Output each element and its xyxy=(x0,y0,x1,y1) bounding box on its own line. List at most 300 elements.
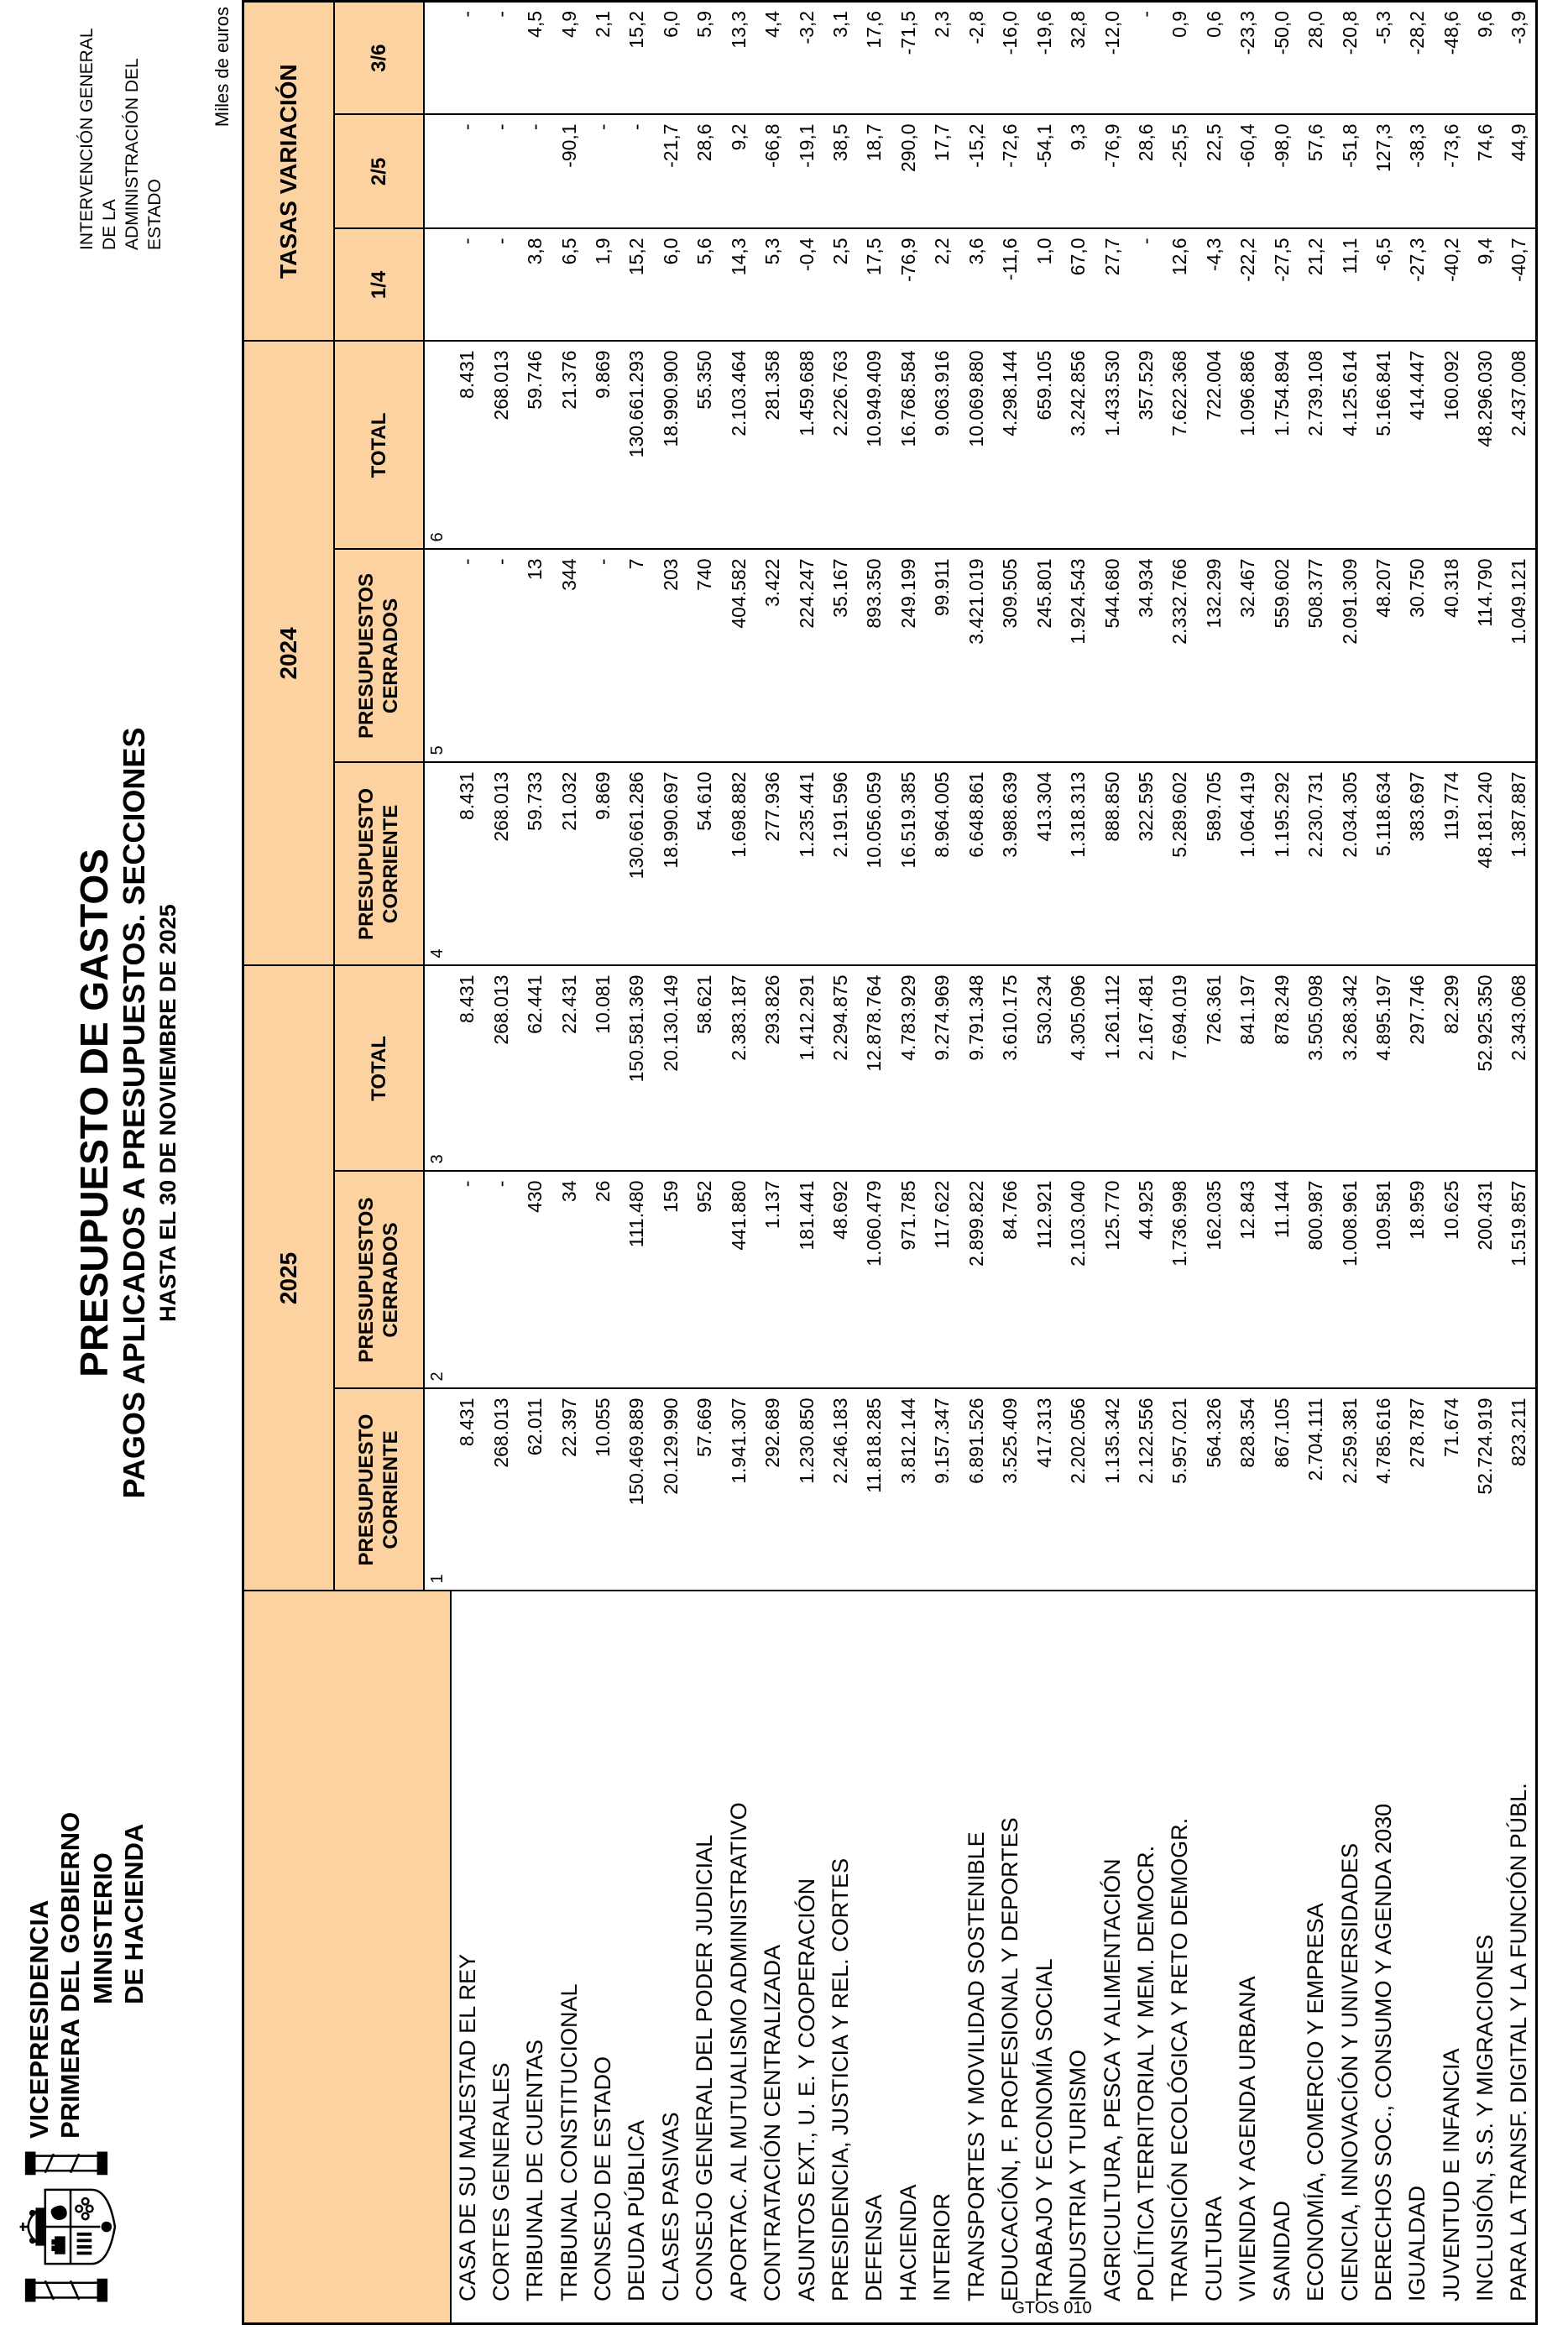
data-cell: 74,6 xyxy=(1469,114,1503,228)
data-cell: 867.105 xyxy=(1265,1389,1299,1591)
row-label: DEFENSA xyxy=(858,1591,891,2324)
data-cell: - xyxy=(484,549,518,762)
data-cell: -40,7 xyxy=(1503,228,1536,341)
data-cell: - xyxy=(1129,228,1163,341)
row-label: CASA DE SU MAJESTAD EL REY xyxy=(451,1591,484,2324)
row-label: PARA LA TRANSF. DIGITAL Y LA FUNCIÓN PÚBL. xyxy=(1503,1591,1536,2324)
row-label: EDUCACIÓN, F. PROFESIONAL Y DEPORTES xyxy=(994,1591,1027,2324)
group-header-row xyxy=(243,1,334,2323)
data-cell: 4.783.929 xyxy=(891,965,925,1171)
data-cell: 11.144 xyxy=(1265,1172,1299,1389)
data-cell: 2.034.305 xyxy=(1333,762,1367,965)
data-cell: -11,6 xyxy=(994,228,1027,341)
data-cell: 8.431 xyxy=(451,341,484,549)
data-cell: 48.181.240 xyxy=(1469,762,1503,965)
data-cell: 5.118.634 xyxy=(1367,762,1400,965)
data-cell: 21.376 xyxy=(552,341,586,549)
data-cell: 971.785 xyxy=(891,1172,925,1389)
table-row xyxy=(1197,1,1231,2323)
table-row xyxy=(1299,1,1332,2323)
data-cell: 44.925 xyxy=(1129,1172,1163,1389)
data-cell: 800.987 xyxy=(1299,1172,1332,1389)
data-cell: -38,3 xyxy=(1401,114,1435,228)
data-cell: 3,1 xyxy=(823,1,857,114)
data-cell: - xyxy=(518,114,551,228)
data-cell: 62.441 xyxy=(518,965,551,1171)
table-row xyxy=(484,1,518,2323)
col-number-7 xyxy=(424,228,451,341)
data-cell: 52.925.350 xyxy=(1469,965,1503,1171)
row-label: AGRICULTURA, PESCA Y ALIMENTACIÓN xyxy=(1095,1591,1129,2324)
data-cell: 127,3 xyxy=(1367,114,1400,228)
data-cell: 48.296.030 xyxy=(1469,341,1503,549)
data-cell: 249.199 xyxy=(891,549,925,762)
data-cell: 1.195.292 xyxy=(1265,762,1299,965)
data-cell: -4,3 xyxy=(1197,228,1231,341)
row-label: CULTURA xyxy=(1197,1591,1231,2324)
data-cell: 9,2 xyxy=(722,114,755,228)
col-number-3: 3 xyxy=(424,965,451,1171)
ministry-name xyxy=(87,1824,149,2004)
data-cell: 48.207 xyxy=(1367,549,1400,762)
data-cell: -60,4 xyxy=(1231,114,1265,228)
data-cell: 27,7 xyxy=(1095,228,1129,341)
data-cell: 57,6 xyxy=(1299,114,1332,228)
data-cell: 2.103.464 xyxy=(722,341,755,549)
table-row xyxy=(688,1,722,2323)
data-cell: 57.669 xyxy=(688,1389,722,1591)
table-row xyxy=(926,1,959,2323)
data-cell: 3.988.639 xyxy=(994,762,1027,965)
row-label: APORTAC. AL MUTUALISMO ADMINISTRATIVO xyxy=(722,1591,755,2324)
data-cell: 30.750 xyxy=(1401,549,1435,762)
row-label: TRIBUNAL CONSTITUCIONAL xyxy=(552,1591,586,2324)
data-cell: 11,1 xyxy=(1333,228,1367,341)
data-cell: 10.625 xyxy=(1435,1172,1468,1389)
data-cell: 62.011 xyxy=(518,1389,551,1591)
data-cell: 2.122.556 xyxy=(1129,1389,1163,1591)
data-cell: -3,2 xyxy=(790,1,823,114)
table-row xyxy=(654,1,687,2323)
data-cell: 3.242.856 xyxy=(1061,341,1095,549)
data-cell: 14,3 xyxy=(722,228,755,341)
data-cell: 18.990.697 xyxy=(654,762,687,965)
table-row xyxy=(518,1,551,2323)
data-cell: 5,3 xyxy=(755,228,789,341)
data-cell: 1.096.886 xyxy=(1231,341,1265,549)
data-cell: 15,2 xyxy=(620,228,654,341)
data-cell: 11.818.285 xyxy=(858,1389,891,1591)
data-cell: 1.941.307 xyxy=(722,1389,755,1591)
data-cell: 0,6 xyxy=(1197,1,1231,114)
ministry-line2: DE HACIENDA xyxy=(119,1823,149,2004)
col-header-cerrados-2024: PRESUPUESTOS CERRADOS xyxy=(334,549,424,762)
table-row xyxy=(1333,1,1367,2323)
data-cell: 12,6 xyxy=(1163,228,1197,341)
table-row xyxy=(790,1,823,2323)
data-cell: 2.294.875 xyxy=(823,965,857,1171)
data-cell: 322.595 xyxy=(1129,762,1163,965)
data-cell: 32.467 xyxy=(1231,549,1265,762)
data-cell: 2,1 xyxy=(586,1,619,114)
data-cell: 1.924.543 xyxy=(1061,549,1095,762)
row-label: INTERIOR xyxy=(926,1591,959,2324)
data-cell: 21,2 xyxy=(1299,228,1332,341)
row-label: CLASES PASIVAS xyxy=(654,1591,687,2324)
ministry-line1: MINISTERIO xyxy=(88,1852,118,2004)
data-cell: 125.770 xyxy=(1095,1172,1129,1389)
data-cell: -0,4 xyxy=(790,228,823,341)
data-cell: - xyxy=(451,1172,484,1389)
data-cell: 6,5 xyxy=(552,228,586,341)
data-cell: 1.459.688 xyxy=(790,341,823,549)
data-cell: 84.766 xyxy=(994,1172,1027,1389)
data-cell: 16.519.385 xyxy=(891,762,925,965)
data-cell: -76,9 xyxy=(891,228,925,341)
data-cell: 740 xyxy=(688,549,722,762)
data-cell: - xyxy=(484,114,518,228)
data-cell: 132.299 xyxy=(1197,549,1231,762)
data-cell: 0,9 xyxy=(1163,1,1197,114)
data-cell: 1.433.530 xyxy=(1095,341,1129,549)
data-cell: 1,9 xyxy=(586,228,619,341)
data-cell: 357.529 xyxy=(1129,341,1163,549)
data-cell: 34.934 xyxy=(1129,549,1163,762)
row-label: HACIENDA xyxy=(891,1591,925,2324)
data-cell: 1.387.887 xyxy=(1503,762,1536,965)
table-row xyxy=(1435,1,1468,2323)
col-number-4: 4 xyxy=(424,762,451,965)
data-cell: - xyxy=(451,114,484,228)
data-cell: 2.202.056 xyxy=(1061,1389,1095,1591)
data-cell: 722.004 xyxy=(1197,341,1231,549)
col-header-tasa-1-4: 1/4 xyxy=(334,228,424,341)
data-cell: 17,5 xyxy=(858,228,891,341)
data-cell: 4.895.197 xyxy=(1367,965,1400,1171)
data-cell: -72,6 xyxy=(994,114,1027,228)
data-cell: 13,3 xyxy=(722,1,755,114)
data-cell: 8.431 xyxy=(451,1389,484,1591)
data-cell: 17,6 xyxy=(858,1,891,114)
data-cell: 841.197 xyxy=(1231,965,1265,1171)
data-cell: 130.661.286 xyxy=(620,762,654,965)
data-cell: 15,2 xyxy=(620,1,654,114)
data-cell: 383.697 xyxy=(1401,762,1435,965)
col-header-cerrados-2025: PRESUPUESTOS CERRADOS xyxy=(334,1172,424,1389)
data-cell: 7.622.368 xyxy=(1163,341,1197,549)
data-cell: 10.949.409 xyxy=(858,341,891,549)
data-cell: -40,2 xyxy=(1435,228,1468,341)
data-cell: 2.246.183 xyxy=(823,1389,857,1591)
group-header-2024: 2024 xyxy=(243,341,334,965)
data-cell: 7 xyxy=(620,549,654,762)
data-cell: 26 xyxy=(586,1172,619,1389)
table-row xyxy=(891,1,925,2323)
data-cell: -51,8 xyxy=(1333,114,1367,228)
data-cell: 3.422 xyxy=(755,549,789,762)
data-cell: 2,2 xyxy=(926,228,959,341)
data-cell: 28,6 xyxy=(688,114,722,228)
data-cell: 130.661.293 xyxy=(620,341,654,549)
data-cell: 1.318.313 xyxy=(1061,762,1095,965)
data-cell: 4,9 xyxy=(552,1,586,114)
data-cell: 3.525.409 xyxy=(994,1389,1027,1591)
data-cell: 9.063.916 xyxy=(926,341,959,549)
row-label: JUVENTUD E INFANCIA xyxy=(1435,1591,1468,2324)
data-cell: 162.035 xyxy=(1197,1172,1231,1389)
table-row xyxy=(1163,1,1197,2323)
table-row xyxy=(1367,1,1400,2323)
data-cell: 3.610.175 xyxy=(994,965,1027,1171)
table-row xyxy=(1231,1,1265,2323)
row-label: CONSEJO GENERAL DEL PODER JUDICIAL xyxy=(688,1591,722,2324)
data-cell: 413.304 xyxy=(1027,762,1061,965)
table-row xyxy=(858,1,891,2323)
row-label: CONTRATACIÓN CENTRALIZADA xyxy=(755,1591,789,2324)
data-cell: 1.412.291 xyxy=(790,965,823,1171)
data-cell: 659.105 xyxy=(1027,341,1061,549)
data-cell: 293.826 xyxy=(755,965,789,1171)
table-row xyxy=(620,1,654,2323)
data-cell: 417.313 xyxy=(1027,1389,1061,1591)
data-cell: -20,8 xyxy=(1333,1,1367,114)
data-cell: 224.247 xyxy=(790,549,823,762)
data-cell: 22.431 xyxy=(552,965,586,1171)
data-cell: - xyxy=(484,1172,518,1389)
data-cell: 430 xyxy=(518,1172,551,1389)
data-cell: 309.505 xyxy=(994,549,1027,762)
data-cell: 4,4 xyxy=(755,1,789,114)
data-cell: -73,6 xyxy=(1435,114,1468,228)
data-cell: -28,2 xyxy=(1401,1,1435,114)
form-code: GTOS 010 xyxy=(1011,2299,1092,2317)
data-cell: 4.785.616 xyxy=(1367,1389,1400,1591)
data-cell: 559.602 xyxy=(1265,549,1299,762)
data-cell: -2,8 xyxy=(959,1,993,114)
data-cell: 726.361 xyxy=(1197,965,1231,1171)
data-cell: - xyxy=(451,228,484,341)
data-cell: 2,5 xyxy=(823,228,857,341)
data-cell: - xyxy=(451,1,484,114)
data-cell: 1.698.882 xyxy=(722,762,755,965)
data-cell: 7.694.019 xyxy=(1163,965,1197,1171)
row-label: INDUSTRIA Y TURISMO xyxy=(1061,1591,1095,2324)
col-header-total-2024: TOTAL xyxy=(334,341,424,549)
data-cell: 5.957.021 xyxy=(1163,1389,1197,1591)
data-cell: 828.354 xyxy=(1231,1389,1265,1591)
data-cell: 38,5 xyxy=(823,114,857,228)
data-cell: -15,2 xyxy=(959,114,993,228)
document-title-block xyxy=(72,609,183,1617)
data-cell: 117.622 xyxy=(926,1172,959,1389)
data-cell: -19,6 xyxy=(1027,1,1061,114)
data-cell: 1.135.342 xyxy=(1095,1389,1129,1591)
data-cell: 6,0 xyxy=(654,228,687,341)
data-cell: 268.013 xyxy=(484,341,518,549)
data-cell: 10.055 xyxy=(586,1389,619,1591)
dept-line1: VICEPRESIDENCIA xyxy=(24,1899,54,2139)
department-name xyxy=(24,1812,86,2139)
data-cell: -71,5 xyxy=(891,1,925,114)
data-cell: - xyxy=(586,549,619,762)
data-cell: -21,7 xyxy=(654,114,687,228)
data-cell: 9.157.347 xyxy=(926,1389,959,1591)
section-column-header xyxy=(243,1591,451,2324)
data-cell: - xyxy=(484,228,518,341)
col-number-9 xyxy=(424,1,451,114)
data-cell: 35.167 xyxy=(823,549,857,762)
row-label: TRABAJO Y ECONOMÍA SOCIAL xyxy=(1027,1591,1061,2324)
data-cell: -27,5 xyxy=(1265,228,1299,341)
data-cell: 245.801 xyxy=(1027,549,1061,762)
data-cell: 109.581 xyxy=(1367,1172,1400,1389)
row-label: CONSEJO DE ESTADO xyxy=(586,1591,619,2324)
data-cell: 203 xyxy=(654,549,687,762)
data-cell: 54.610 xyxy=(688,762,722,965)
data-cell: 150.469.889 xyxy=(620,1389,654,1591)
data-cell: 9.274.969 xyxy=(926,965,959,1171)
data-cell: 6.648.861 xyxy=(959,762,993,965)
data-cell: 278.787 xyxy=(1401,1389,1435,1591)
data-cell: -3,9 xyxy=(1503,1,1536,114)
data-cell: 3.421.019 xyxy=(959,549,993,762)
data-cell: 414.447 xyxy=(1401,341,1435,549)
col-number-8 xyxy=(424,114,451,228)
col-header-corriente-2025: PRESUPUESTO CORRIENTE xyxy=(334,1389,424,1591)
data-cell: 1.137 xyxy=(755,1172,789,1389)
data-cell: 160.092 xyxy=(1435,341,1468,549)
data-cell: 5.289.602 xyxy=(1163,762,1197,965)
data-cell: 4.298.144 xyxy=(994,341,1027,549)
table-row xyxy=(1401,1,1435,2323)
data-cell: -90,1 xyxy=(552,114,586,228)
title-sub: PAGOS APLICADOS A PRESUPUESTOS. SECCIONES xyxy=(117,727,151,1499)
data-cell: 1.519.857 xyxy=(1503,1172,1536,1389)
budget-table xyxy=(242,0,1538,2325)
data-cell: 8.431 xyxy=(451,965,484,1171)
data-cell: - xyxy=(1129,1,1163,114)
data-cell: 2.383.187 xyxy=(722,965,755,1171)
data-cell: 2.437.008 xyxy=(1503,341,1536,549)
col-number-5: 5 xyxy=(424,549,451,762)
row-label: INCLUSIÓN, S.S. Y MIGRACIONES xyxy=(1469,1591,1503,2324)
table-row xyxy=(552,1,586,2323)
data-cell: 2.332.766 xyxy=(1163,549,1197,762)
data-cell: -6,5 xyxy=(1367,228,1400,341)
data-cell: 114.790 xyxy=(1469,549,1503,762)
table-row xyxy=(1469,1,1503,2323)
data-cell: 292.689 xyxy=(755,1389,789,1591)
data-cell: 10.069.880 xyxy=(959,341,993,549)
data-cell: 82.299 xyxy=(1435,965,1468,1171)
data-cell: -5,3 xyxy=(1367,1,1400,114)
data-cell: 508.377 xyxy=(1299,549,1332,762)
col-number-1: 1 xyxy=(424,1389,451,1591)
row-label: TRANSPORTES Y MOVILIDAD SOSTENIBLE xyxy=(959,1591,993,2324)
table-row xyxy=(1265,1,1299,2323)
data-cell: -48,6 xyxy=(1435,1,1468,114)
table-row xyxy=(586,1,619,2323)
data-cell: 12.843 xyxy=(1231,1172,1265,1389)
title-date: HASTA EL 30 DE NOVIEMBRE DE 2025 xyxy=(155,904,180,1322)
data-cell: -66,8 xyxy=(755,114,789,228)
col-header-total-2025: TOTAL xyxy=(334,965,424,1171)
row-label: SANIDAD xyxy=(1265,1591,1299,2324)
data-cell: -22,2 xyxy=(1231,228,1265,341)
data-cell: 281.358 xyxy=(755,341,789,549)
title-main: PRESUPUESTO DE GASTOS xyxy=(72,849,116,1377)
data-cell: 589.705 xyxy=(1197,762,1231,965)
data-cell: 2.259.381 xyxy=(1333,1389,1367,1591)
data-cell: 2.191.596 xyxy=(823,762,857,965)
data-cell: 5,6 xyxy=(688,228,722,341)
data-cell: -12,0 xyxy=(1095,1,1129,114)
data-cell: 159 xyxy=(654,1172,687,1389)
units-note: Miles de euros xyxy=(212,7,233,128)
data-cell: 28,0 xyxy=(1299,1,1332,114)
data-cell: 28,6 xyxy=(1129,114,1163,228)
col-header-tasa-2-5: 2/5 xyxy=(334,114,424,228)
data-cell: 268.013 xyxy=(484,965,518,1171)
table-row xyxy=(823,1,857,2323)
data-cell: 268.013 xyxy=(484,1389,518,1591)
data-cell: 8.431 xyxy=(451,762,484,965)
data-cell: 17,7 xyxy=(926,114,959,228)
table-row xyxy=(1503,1,1536,2323)
row-label: DEUDA PÚBLICA xyxy=(620,1591,654,2324)
data-cell: -25,5 xyxy=(1163,114,1197,228)
data-cell: 9,6 xyxy=(1469,1,1503,114)
data-cell: 67,0 xyxy=(1061,228,1095,341)
data-cell: - xyxy=(484,1,518,114)
data-cell: 18.990.900 xyxy=(654,341,687,549)
table-row xyxy=(1027,1,1061,2323)
data-cell: 1.064.419 xyxy=(1231,762,1265,965)
data-cell: 8.964.005 xyxy=(926,762,959,965)
data-cell: 2.739.108 xyxy=(1299,341,1332,549)
data-cell: - xyxy=(586,114,619,228)
data-cell: 277.936 xyxy=(755,762,789,965)
data-cell: 1,0 xyxy=(1027,228,1061,341)
data-cell: 2.167.481 xyxy=(1129,965,1163,1171)
data-cell: 2.230.731 xyxy=(1299,762,1332,965)
data-cell: 20.129.990 xyxy=(654,1389,687,1591)
table-row xyxy=(959,1,993,2323)
data-cell: 9.869 xyxy=(586,762,619,965)
data-cell: -23,3 xyxy=(1231,1,1265,114)
data-cell: 564.326 xyxy=(1197,1389,1231,1591)
table-row xyxy=(1129,1,1163,2323)
data-cell: 2,3 xyxy=(926,1,959,114)
row-label: PRESIDENCIA, JUSTICIA Y REL. CORTES xyxy=(823,1591,857,2324)
data-cell: 2.226.763 xyxy=(823,341,857,549)
data-cell: -76,9 xyxy=(1095,114,1129,228)
data-cell: -16,0 xyxy=(994,1,1027,114)
col-number-2: 2 xyxy=(424,1172,451,1389)
row-label: ECONOMÍA, COMERCIO Y EMPRESA xyxy=(1299,1591,1332,2324)
data-cell: 344 xyxy=(552,549,586,762)
data-cell: 888.850 xyxy=(1095,762,1129,965)
data-cell: 48.692 xyxy=(823,1172,857,1389)
spain-coat-of-arms-icon xyxy=(13,2147,119,2306)
data-cell: 2.091.309 xyxy=(1333,549,1367,762)
row-label: TRANSICIÓN ECOLÓGICA Y RETO DEMOGR. xyxy=(1163,1591,1197,2324)
data-cell: 32,8 xyxy=(1061,1,1095,114)
data-cell: - xyxy=(451,549,484,762)
data-cell: 59.746 xyxy=(518,341,551,549)
data-cell: 99.911 xyxy=(926,549,959,762)
data-cell: 1.754.894 xyxy=(1265,341,1299,549)
